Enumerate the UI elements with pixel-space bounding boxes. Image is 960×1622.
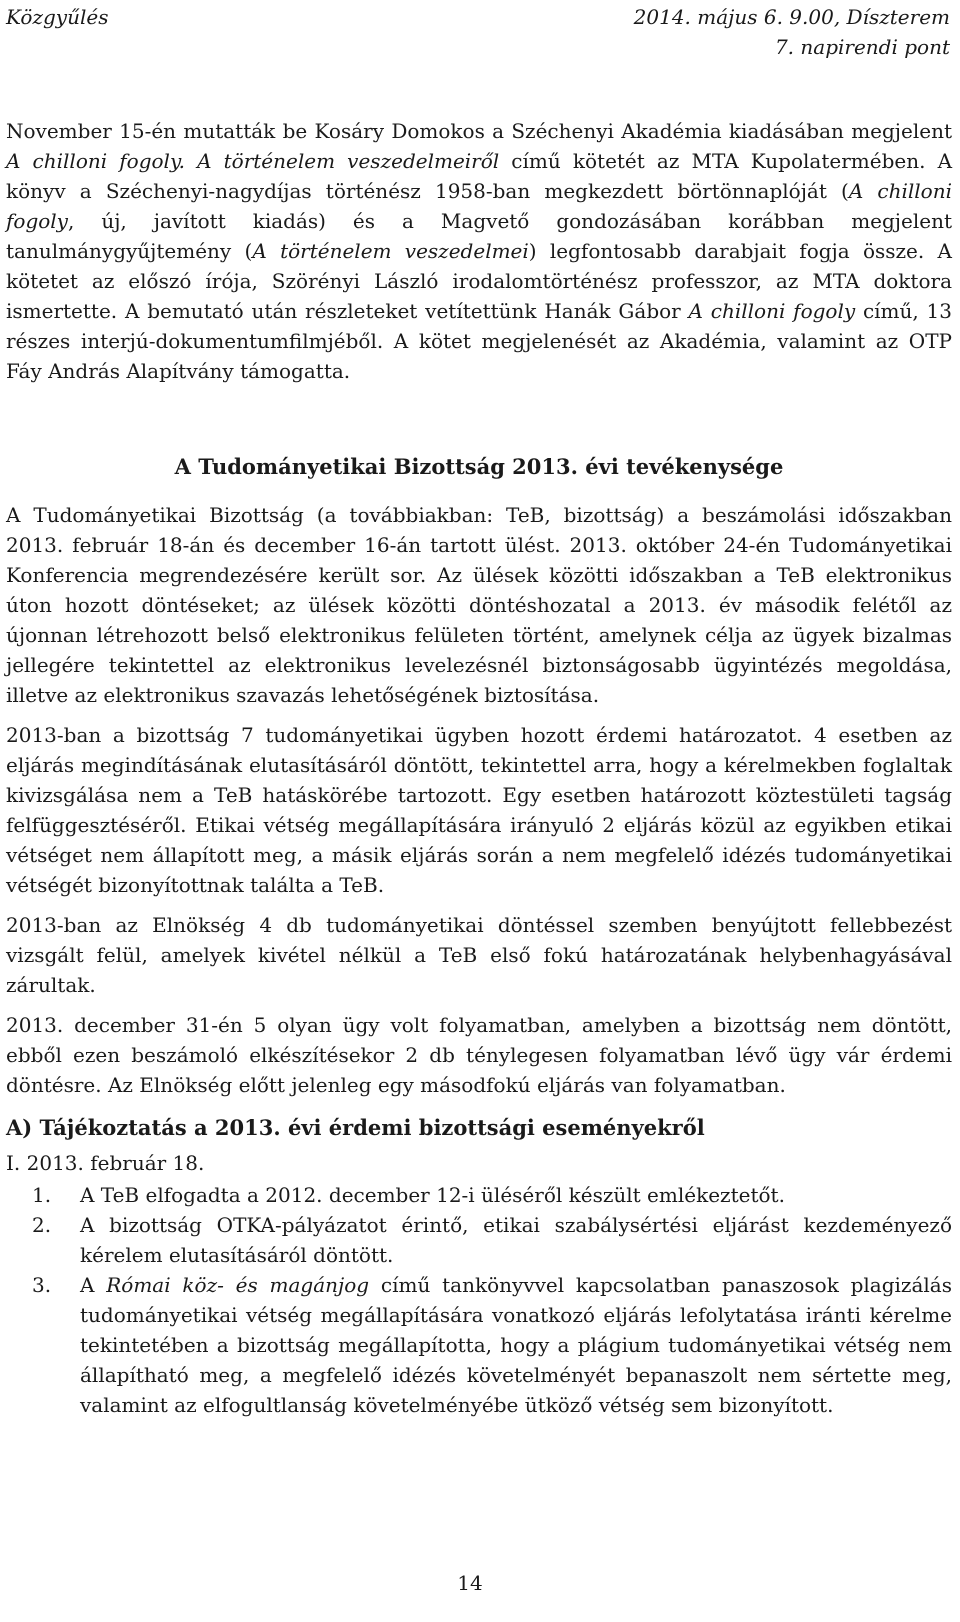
list-item-number: 1. [32,1183,52,1207]
page-number: 14 [457,1571,483,1595]
header-agenda-item: 7. napirendi pont [774,35,950,59]
list-item: 3. A Római köz- és magánjog című tankönyvvel kapcsolatban panaszosok plagizálás tudományetikai vétség megállapítására vonatkozó eljárás lefolytatása iránti kérelme tekintetében a bizottság megállapította, hogy a plágium tudományetikai vétség nem állapítható meg, a megfelelő idézés követelményét bepanaszolt nem sértette meg, valamint az elfogultlanság követelményébe ütköző vétség sem bizonyított. [6,1270,952,1420]
book-title: A chilloni fogoly [6,179,952,233]
numbered-list [6,1180,952,1420]
textbook-title: Római köz- és magánjog [106,1273,370,1297]
book-title: A chilloni fogoly. A történelem veszedelmeiről [6,149,500,173]
body-paragraph: 2013-ban a bizottság 7 tudományetikai ügyben hozott érdemi határozatot. 4 esetben az eljárás megindításának elutasításáról döntött, tekintettel arra, hogy a kérelmekben foglaltak kivizsgálása nem a TeB hatáskörébe tartozott. Egy esetben határozott köztestületi tagság felfüggesztéséről. Etikai vétség megállapítására irányuló 2 eljárás közül az egyikben etikai vétséget nem állapított meg, a másik eljárás során a nem megfelelő idézés tudományetikai vétségét bizonyítottnak találta a TeB. [6,723,952,897]
list-item-number: 3. [32,1273,52,1297]
body-paragraph: 2013-ban az Elnökség 4 db tudományetikai döntéssel szemben benyújtott fellebbezést vizsgált felül, amelyek kivétel nélkül a TeB első fokú határozatának helybenhagyásával zárultak. [6,913,952,997]
book-title: A történelem veszedelmei [252,239,529,263]
subheading: A) Tájékoztatás a 2013. évi érdemi bizottsági eseményekről [6,1115,705,1140]
intro-paragraph: November 15-én mutatták be Kosáry Domokos a Széchenyi Akadémia kiadásában megjelent A chilloni fogoly. A történelem veszedelmeiről című kötetét az MTA Kupolatermében. A könyv a Széchenyi-nagydíjas történész 1958-ban megkezdett börtönnaplóját (A chilloni fogoly, új, javított kiadás) és a Magvető gondozásában korábban megjelent tanulmánygyűjtemény (A történelem veszedelmei) legfontosabb darabjait fogja össze. A kötetet az előszó írója, Szörényi László irodalomtörténész professzor, az MTA doktora ismertette. A bemutató után részleteket vetítettünk Hanák Gábor A chilloni fogoly című, 13 részes interjú-dokumentumfilmjéből. A kötet megjelenését az Akadémia, valamint az OTP Fáy András Alapítvány támogatta. [6,119,953,383]
meeting-date: I. 2013. február 18. [6,1151,205,1175]
page-body [6,116,952,1420]
body-paragraph: A Tudományetikai Bizottság (a továbbiakban: TeB, bizottság) a beszámolási időszakban 2013. február 18-án és december 16-án tartott ülést. 2013. október 24-én Tudományetikai Konferencia megrendezésére került sor. Az ülések közötti időszakban a TeB elektronikus úton hozott döntéseket; az ülések közötti döntéshozatal a 2013. év második felétől az újonnan létrehozott belső elektronikus felületen történt, amelynek célja az ügyek bizalmas jellegére tekintettel az elektronikus levelezésnél biztonságosabb ügyintézés megoldása, illetve az elektronikus szavazás lehetőségének biztosítása. [6,503,952,707]
header-right [634,2,950,62]
body-paragraph: 2013. december 31-én 5 olyan ügy volt folyamatban, amelyben a bizottság nem döntött, ebből ezen beszámoló elkészítésekor 2 db ténylegesen folyamatban lévő ügy vár érdemi döntésre. Az Elnökség előtt jelenleg egy másodfokú eljárás van folyamatban. [6,1013,952,1097]
film-title: A chilloni fogoly [688,299,856,323]
list-item: 1. A TeB elfogadta a 2012. december 12-i üléséről készült emlékeztetőt. [6,1180,952,1210]
header-date: 2014. május 6. 9.00, Díszterem [633,5,950,29]
section-title: A Tudományetikai Bizottság 2013. évi tevékenysége [174,454,784,479]
header-left: Közgyűlés [6,5,109,29]
list-item: 2. A bizottság OTKA-pályázatot érintő, etikai szabálysértési eljárást kezdeményező kérelem elutasításáról döntött. [6,1210,952,1270]
list-item-number: 2. [32,1213,52,1237]
